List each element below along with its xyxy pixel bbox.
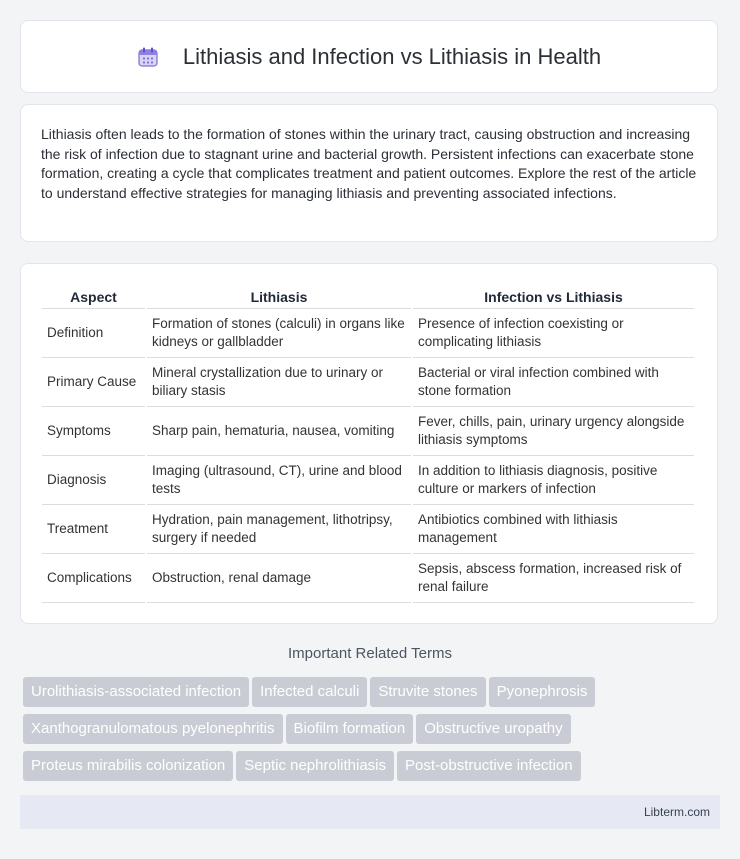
cell-lithiasis: Hydration, pain management, lithotripsy, surgery if needed	[147, 505, 411, 554]
related-term-tag[interactable]: Obstructive uropathy	[416, 714, 570, 744]
related-term-tag[interactable]: Pyonephrosis	[489, 677, 596, 707]
comparison-card	[20, 263, 718, 624]
cell-aspect: Treatment	[42, 505, 145, 554]
cell-infection: Fever, chills, pain, urinary urgency alongside lithiasis symptoms	[413, 407, 694, 456]
related-term-tag[interactable]: Biofilm formation	[286, 714, 414, 744]
cell-lithiasis: Imaging (ultrasound, CT), urine and blood tests	[147, 456, 411, 505]
cell-aspect: Primary Cause	[42, 358, 145, 407]
cell-infection: In addition to lithiasis diagnosis, positive culture or markers of infection	[413, 456, 694, 505]
cell-aspect: Definition	[42, 309, 145, 358]
related-terms-list	[23, 677, 723, 788]
related-term-tag[interactable]: Post-obstructive infection	[397, 751, 581, 781]
cell-lithiasis: Obstruction, renal damage	[147, 554, 411, 603]
table-row	[42, 309, 694, 358]
intro-text: Lithiasis often leads to the formation of stones within the urinary tract, causing obstruction and increasing the risk of infection due to stagnant urine and bacterial growth. Persistent infections can exacerbate stone formation, creating a cycle that complicates treatment and patient outcomes. Explore the rest of the article to understand effective strategies for managing lithiasis and preventing associated infections.	[41, 126, 697, 201]
related-term-tag[interactable]: Septic nephrolithiasis	[236, 751, 394, 781]
page-title-text: Lithiasis and Infection vs Lithiasis in Health	[182, 43, 602, 69]
page-title	[137, 44, 601, 70]
cell-lithiasis: Formation of stones (calculi) in organs like kidneys or gallbladder	[147, 309, 411, 358]
table-row	[42, 456, 694, 505]
header-aspect: Aspect	[42, 286, 145, 309]
table-row	[42, 505, 694, 554]
footer-brand-link[interactable]: Libterm.com	[643, 805, 710, 819]
cell-aspect: Diagnosis	[42, 456, 145, 505]
cell-infection: Presence of infection coexisting or complicating lithiasis	[413, 309, 694, 358]
header-lithiasis: Lithiasis	[147, 286, 411, 309]
related-term-tag[interactable]: Urolithiasis-associated infection	[23, 677, 249, 707]
related-term-tag[interactable]: Xanthogranulomatous pyelonephritis	[23, 714, 283, 744]
related-terms-heading: Important Related Terms	[288, 645, 452, 662]
cell-lithiasis: Sharp pain, hematuria, nausea, vomiting	[147, 407, 411, 456]
cell-infection: Bacterial or viral infection combined with stone formation	[413, 358, 694, 407]
related-term-tag[interactable]: Proteus mirabilis colonization	[23, 751, 233, 781]
table-header-row	[42, 286, 694, 309]
cell-infection: Sepsis, abscess formation, increased risk of renal failure	[413, 554, 694, 603]
table-row	[42, 358, 694, 407]
cell-aspect: Complications	[42, 554, 145, 603]
comparison-table	[40, 286, 696, 603]
header-infection: Infection vs Lithiasis	[413, 286, 694, 309]
cell-lithiasis: Mineral crystallization due to urinary or biliary stasis	[147, 358, 411, 407]
title-card	[20, 20, 718, 93]
calendar-icon	[137, 46, 159, 68]
cell-infection: Antibiotics combined with lithiasis management	[413, 505, 694, 554]
related-term-tag[interactable]: Infected calculi	[252, 677, 367, 707]
related-term-tag[interactable]: Struvite stones	[370, 677, 485, 707]
table-row	[42, 554, 694, 603]
intro-card	[20, 104, 718, 242]
cell-aspect: Symptoms	[42, 407, 145, 456]
table-row	[42, 407, 694, 456]
footer	[20, 795, 720, 829]
